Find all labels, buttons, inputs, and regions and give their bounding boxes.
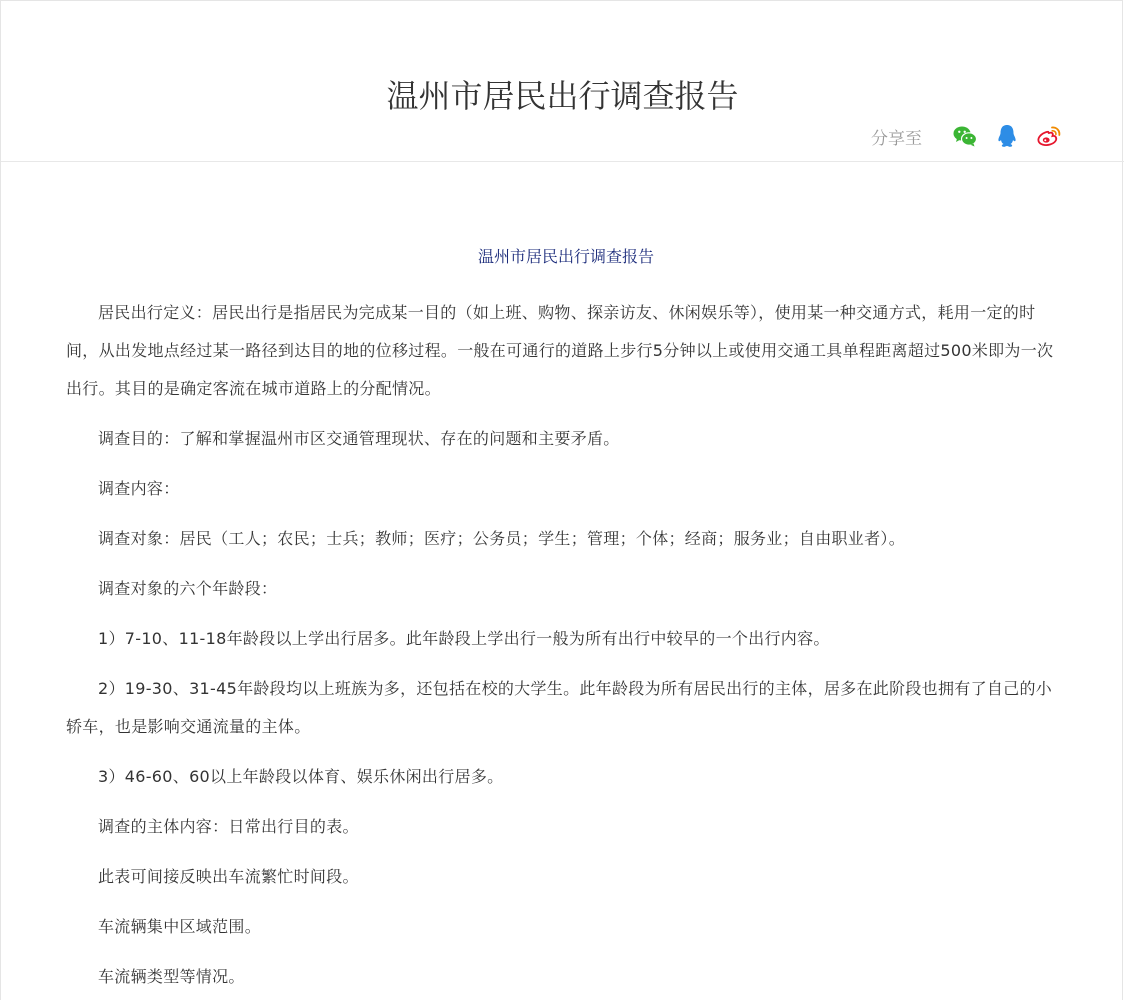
paragraph-age-group-2: 2）19-30、31-45年龄段均以上班族为多，还包括在校的大学生。此年龄段为所有居民出行的主体，居多在此阶段也拥有了自己的小轿车，也是影响交通流量的主体。 bbox=[66, 679, 1053, 736]
paragraph-busy-periods: 此表可间接反映出车流繁忙时间段。 bbox=[98, 867, 359, 886]
paragraph-subjects: 调查对象：居民（工人；农民；士兵；教师；医疗；公务员；学生；管理；个体；经商；服务业；自由职业者）。 bbox=[98, 529, 906, 548]
paragraph-purpose: 调查目的：了解和掌握温州市区交通管理现状、存在的问题和主要矛盾。 bbox=[98, 429, 620, 448]
page-title: 温州市居民出行调查报告 bbox=[386, 77, 739, 116]
paragraph-main-content: 调查的主体内容：日常出行目的表。 bbox=[98, 817, 359, 836]
article-content bbox=[66, 161, 1066, 996]
share-label: 分享至 bbox=[871, 128, 922, 149]
paragraph-definition: 居民出行定义：居民出行是指居民为完成某一目的（如上班、购物、探亲访友、休闲娱乐等），使用某一种交通方式，耗用一定的时间，从出发地点经过某一路径到达目的地的位移过程。一般在可通行的道路上步行5分钟以上或使用交通工具单程距离超过500米即为一次出行。其目的是确定客流在城市道路上的分配情况。 bbox=[66, 303, 1054, 398]
paragraph-vehicle-types: 车流辆类型等情况。 bbox=[98, 967, 245, 986]
paragraph-age-group-3: 3）46-60、60以上年龄段以体育、娱乐休闲出行居多。 bbox=[98, 767, 504, 786]
page-header bbox=[1, 1, 1124, 162]
wechat-icon[interactable] bbox=[952, 123, 978, 149]
paragraph-age-group-1: 1）7-10、11-18年龄段以上学出行居多。此年龄段上学出行一般为所有出行中较早的一个出行内容。 bbox=[98, 629, 830, 648]
article-title: 温州市居民出行调查报告 bbox=[477, 247, 654, 266]
paragraph-traffic-areas: 车流辆集中区域范围。 bbox=[98, 917, 262, 936]
weibo-icon[interactable] bbox=[1036, 123, 1062, 149]
share-bar bbox=[871, 121, 1062, 151]
paragraph-content-heading: 调查内容： bbox=[98, 479, 180, 498]
paragraph-age-groups-heading: 调查对象的六个年龄段： bbox=[98, 579, 278, 598]
qq-icon[interactable] bbox=[994, 123, 1020, 149]
